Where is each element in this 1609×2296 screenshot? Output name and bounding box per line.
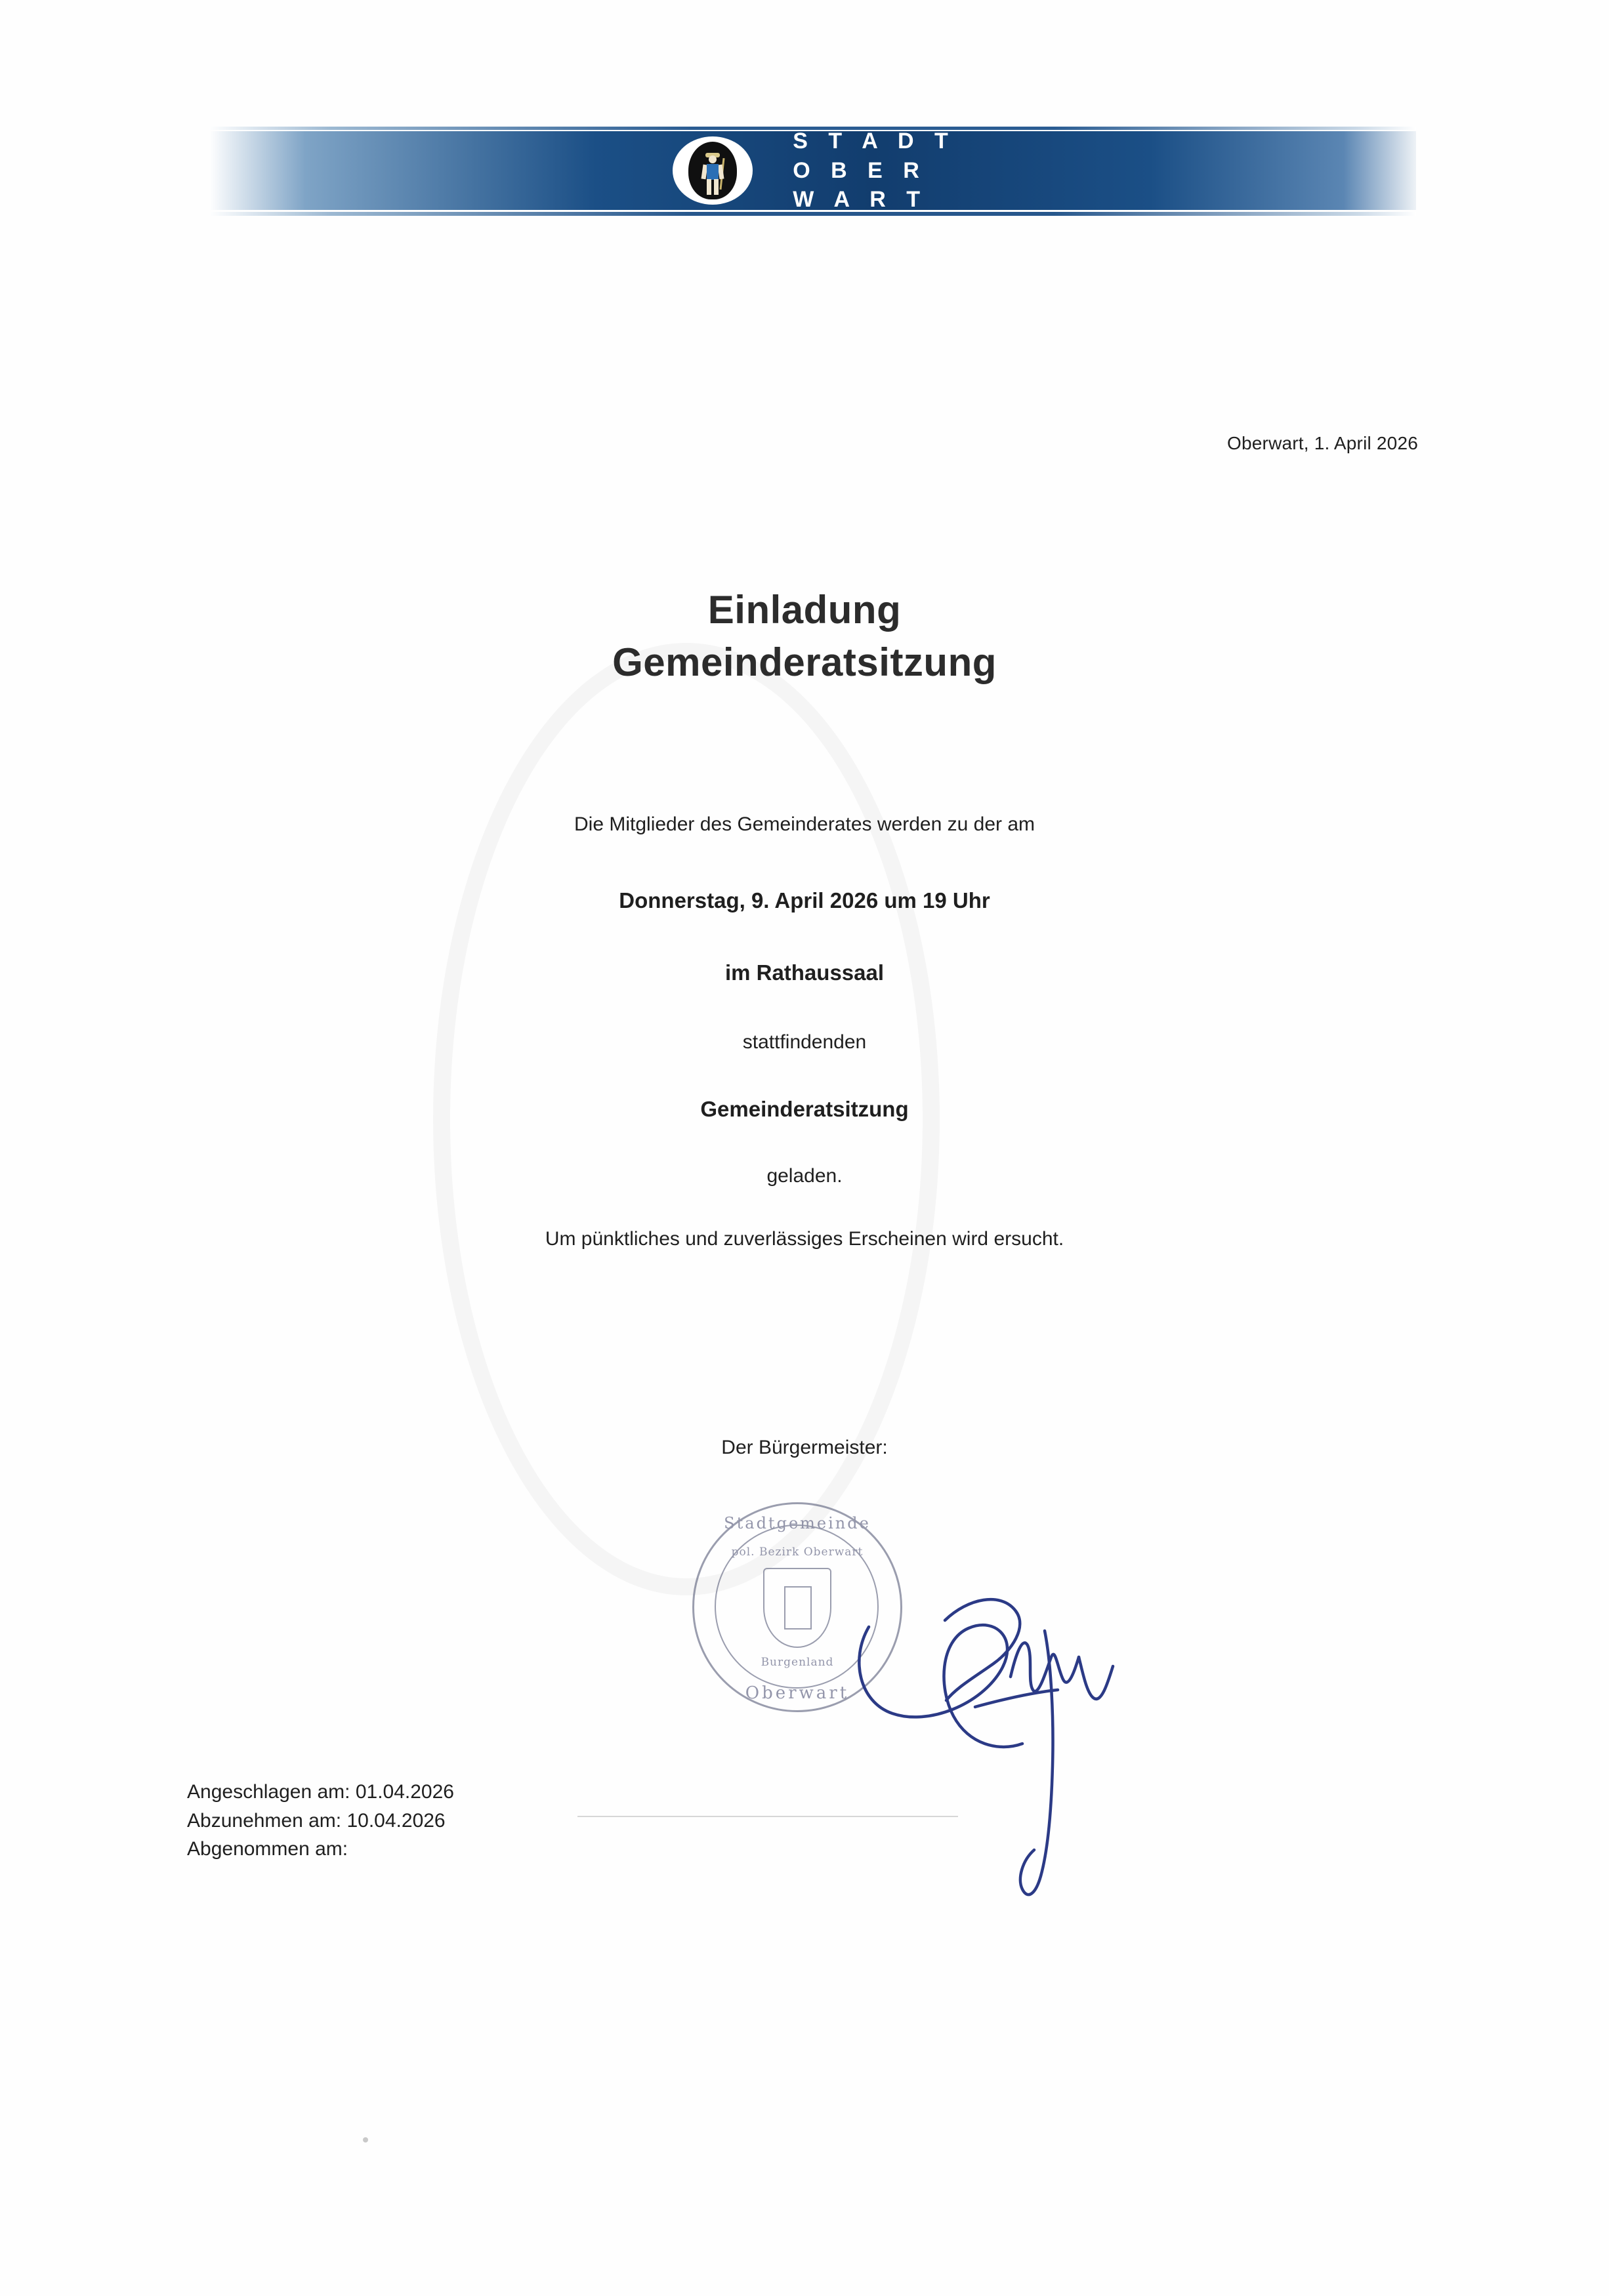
scan-artifact-dot xyxy=(363,2137,368,2142)
stamp-bottom-text: Oberwart xyxy=(745,1683,850,1703)
place-date: Oberwart, 1. April 2026 xyxy=(1227,433,1418,453)
header-banner xyxy=(209,128,1416,213)
body-connector: stattfindenden xyxy=(742,1031,867,1053)
body-datetime: Donnerstag, 9. April 2026 um 19 Uhr xyxy=(619,888,990,912)
remove-by: Abzunehmen am: 10.04.2026 xyxy=(187,1809,446,1832)
posting-notes xyxy=(187,1778,454,1864)
stamp-top-text: Stadtgemeinde xyxy=(724,1514,871,1532)
city-wordmark xyxy=(793,127,955,215)
wordmark-line-1: S T A D T xyxy=(793,128,955,154)
header-banner-content xyxy=(209,128,1416,213)
body-request: Um pünktliches und zuverlässiges Erscheinen wird ersucht. xyxy=(545,1228,1064,1250)
signature-label: Der Bürgermeister: xyxy=(721,1437,888,1458)
document-title xyxy=(0,584,1609,689)
document-body xyxy=(0,813,1609,1250)
wordmark-line-3: W A R T xyxy=(793,187,927,213)
faint-rule xyxy=(577,1816,958,1817)
wordmark-line-2: O B E R xyxy=(793,157,927,183)
title-line-1: Einladung xyxy=(707,588,902,632)
header-bottom-rule xyxy=(209,212,1416,216)
body-intro: Die Mitglieder des Gemeinderates werden zu der am xyxy=(574,813,1035,835)
title-line-2: Gemeinderatsitzung xyxy=(612,640,997,684)
stamp-lower-mid-text: Burgenland xyxy=(761,1656,834,1669)
body-location: im Rathaussaal xyxy=(724,960,885,985)
body-subject: Gemeinderatsitzung xyxy=(700,1097,909,1121)
coat-of-arms-icon xyxy=(669,134,756,207)
removed-on: Abgenommen am: xyxy=(187,1838,348,1860)
posted-on: Angeschlagen am: 01.04.2026 xyxy=(187,1781,454,1803)
official-stamp xyxy=(692,1502,902,1712)
stamp-upper-mid-text: pol. Bezirk Oberwart xyxy=(731,1546,864,1559)
body-invited: geladen. xyxy=(766,1165,843,1187)
